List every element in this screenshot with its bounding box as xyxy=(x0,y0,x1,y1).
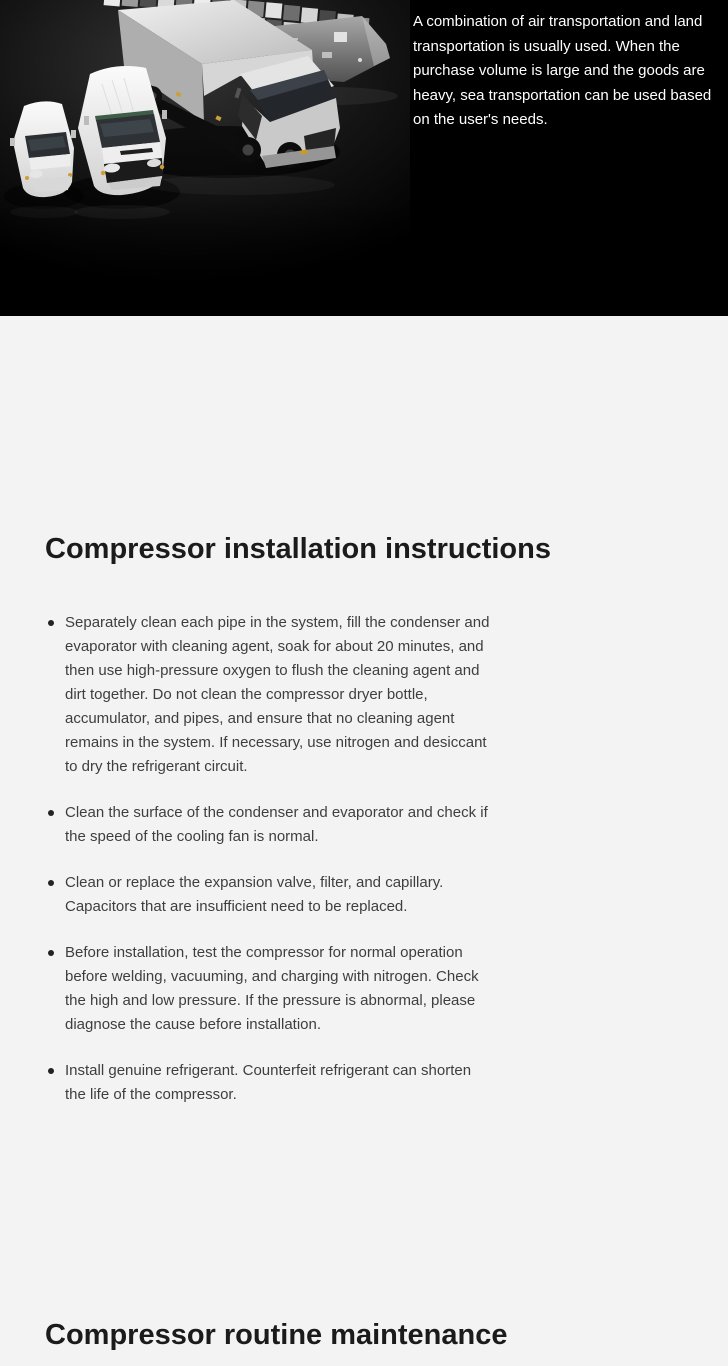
bullet-icon xyxy=(48,880,54,886)
list-item xyxy=(45,1059,495,1107)
list-item-text: Clean the surface of the condenser and evaporator and check if the speed of the cooling fan is normal. xyxy=(65,804,488,845)
list-item xyxy=(45,801,495,849)
bullet-icon xyxy=(48,810,54,816)
fleet-illustration xyxy=(0,0,410,316)
list-item-text: Separately clean each pipe in the system, fill the condenser and evaporator with cleaning agent, soak for about 20 minutes, and then use high-pressure oxygen to flush the cleaning agent and dirt together. Do not clean the compressor dryer bottle, accumulator, and pipes, and ensure that no cleaning agent remains in the system. If necessary, use nitrogen and desiccant to dry the refrigerant circuit. xyxy=(65,614,490,775)
list-item-text: Before installation, test the compressor for normal operation before welding, vacuuming, and charging with nitrogen. Check the high and low pressure. If the pressure is abnormal, please diagnose the cause before installation. xyxy=(65,944,479,1033)
bullet-icon xyxy=(48,1068,54,1074)
installation-instructions-list xyxy=(45,611,495,1129)
list-item xyxy=(45,941,495,1037)
list-item xyxy=(45,871,495,919)
bullet-icon xyxy=(48,950,54,956)
section-title-maintenance: Compressor routine maintenance xyxy=(45,1319,508,1351)
hero-paragraph: A combination of air transportation and land transportation is usually used. When the purchase volume is large and the goods are heavy, sea transportation can be used based on the user's needs. xyxy=(413,13,712,128)
section-title-installation: Compressor installation instructions xyxy=(45,533,551,565)
list-item-text: Install genuine refrigerant. Counterfeit refrigerant can shorten the life of the compressor. xyxy=(65,1062,472,1103)
list-item-text: Clean or replace the expansion valve, filter, and capillary. Capacitors that are insufficient need to be replaced. xyxy=(65,874,444,915)
hero-section xyxy=(0,0,728,316)
list-item xyxy=(45,611,495,779)
bullet-icon xyxy=(48,620,54,626)
